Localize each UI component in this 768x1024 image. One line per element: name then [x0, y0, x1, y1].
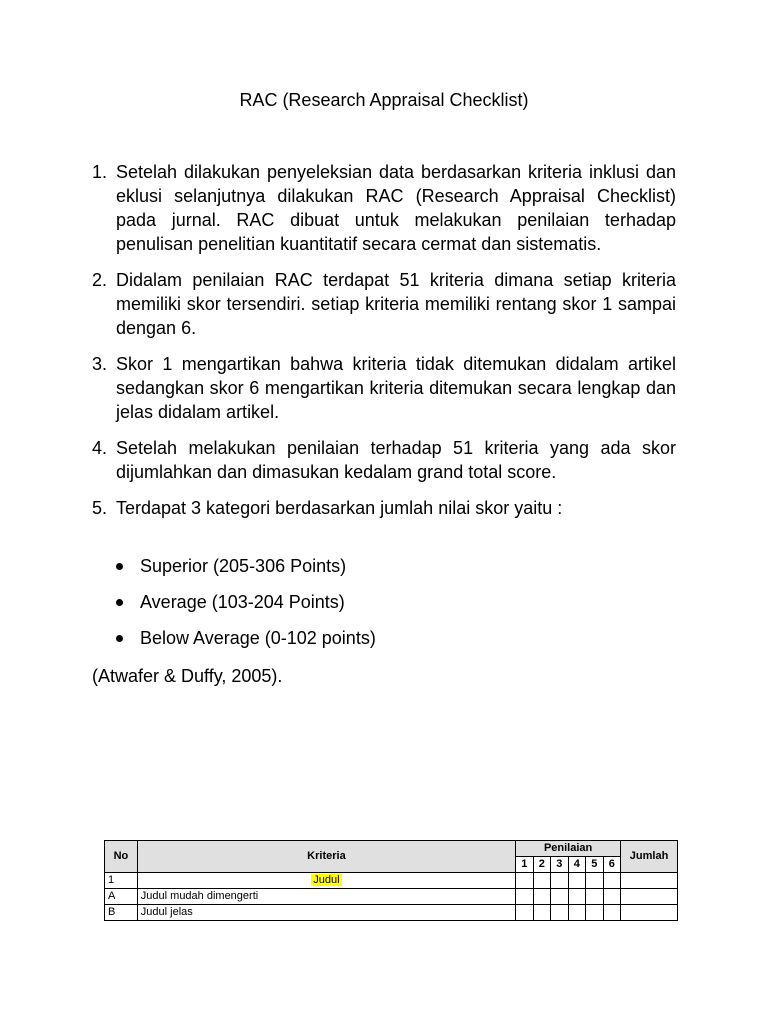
category-item [112, 554, 376, 578]
category-list [112, 554, 376, 662]
score-header: 1 [516, 857, 533, 873]
jumlah-cell[interactable] [621, 889, 678, 905]
row-no: B [105, 905, 138, 921]
item-number: 2. [92, 270, 108, 290]
score-header: 5 [586, 857, 603, 873]
table-row [105, 905, 678, 921]
score-cell[interactable] [551, 905, 568, 921]
header-penilaian: Penilaian [516, 841, 621, 857]
category-item [112, 626, 376, 650]
row-kriteria: Judul jelas [137, 905, 515, 921]
score-cell[interactable] [551, 889, 568, 905]
category-text: Superior (205-306 Points) [140, 556, 347, 576]
item-number: 5. [92, 498, 108, 518]
category-item [112, 590, 376, 614]
numbered-list [92, 160, 676, 532]
item-text: Skor 1 mengartikan bahwa kriteria tidak ditemukan didalam artikel sedangkan skor 6 mengartikan kriteria ditemukan secara lengkap dan jelas didalam artikel. [116, 354, 676, 422]
score-cell[interactable] [516, 873, 533, 889]
item-number: 1. [92, 162, 108, 182]
score-header: 4 [568, 857, 585, 873]
item-number: 4. [92, 438, 108, 458]
score-cell[interactable] [551, 873, 568, 889]
list-item [92, 352, 676, 424]
page-title: RAC (Research Appraisal Checklist) [239, 90, 529, 110]
row-no: A [105, 889, 138, 905]
table-row [105, 873, 678, 889]
header-kriteria: Kriteria [137, 841, 515, 873]
row-kriteria: Judul mudah dimengerti [137, 889, 515, 905]
score-cell[interactable] [603, 889, 621, 905]
row-no: 1 [105, 873, 138, 889]
score-cell[interactable] [568, 889, 585, 905]
score-cell[interactable] [586, 873, 603, 889]
header-jumlah: Jumlah [621, 841, 678, 873]
score-header: 3 [551, 857, 568, 873]
list-item [92, 496, 676, 520]
score-cell[interactable] [603, 873, 621, 889]
bullet-icon [116, 563, 123, 570]
table-row [105, 889, 678, 905]
score-header: 2 [533, 857, 550, 873]
rac-table [104, 840, 678, 921]
list-item [92, 436, 676, 484]
score-cell[interactable] [516, 889, 533, 905]
score-cell[interactable] [586, 905, 603, 921]
score-cell[interactable] [568, 873, 585, 889]
score-cell[interactable] [586, 889, 603, 905]
item-text: Setelah melakukan penilaian terhadap 51 kriteria yang ada skor dijumlahkan dan dimasukan kedalam grand total score. [116, 438, 676, 482]
list-item [92, 160, 676, 256]
list-item [92, 268, 676, 340]
category-text: Below Average (0-102 points) [140, 628, 376, 648]
score-cell[interactable] [603, 905, 621, 921]
jumlah-cell[interactable] [621, 873, 678, 889]
row-kriteria [137, 873, 515, 889]
item-text: Setelah dilakukan penyeleksian data berdasarkan kriteria inklusi dan eklusi selanjutnya dilakukan RAC (Research Appraisal Checklist) pada jurnal. RAC dibuat untuk melakukan penilaian terhadap penulisan penelitian kuantitatif secara cermat dan sistematis. [116, 162, 676, 254]
highlighted-kriteria: Judul [313, 874, 340, 886]
score-cell[interactable] [533, 905, 550, 921]
score-cell[interactable] [568, 905, 585, 921]
score-header: 6 [603, 857, 621, 873]
score-cell[interactable] [516, 905, 533, 921]
item-text: Terdapat 3 kategori berdasarkan jumlah nilai skor yaitu : [116, 498, 563, 518]
citation: (Atwafer & Duffy, 2005). [92, 666, 283, 686]
score-cell[interactable] [533, 873, 550, 889]
item-number: 3. [92, 354, 108, 374]
header-no: No [105, 841, 138, 873]
jumlah-cell[interactable] [621, 905, 678, 921]
bullet-icon [116, 635, 123, 642]
bullet-icon [116, 599, 123, 606]
item-text: Didalam penilaian RAC terdapat 51 kriteria dimana setiap kriteria memiliki skor tersendiri. setiap kriteria memiliki rentang skor 1 sampai dengan 6. [116, 270, 676, 338]
score-cell[interactable] [533, 889, 550, 905]
category-text: Average (103-204 Points) [140, 592, 345, 612]
table-header-row [105, 841, 678, 857]
